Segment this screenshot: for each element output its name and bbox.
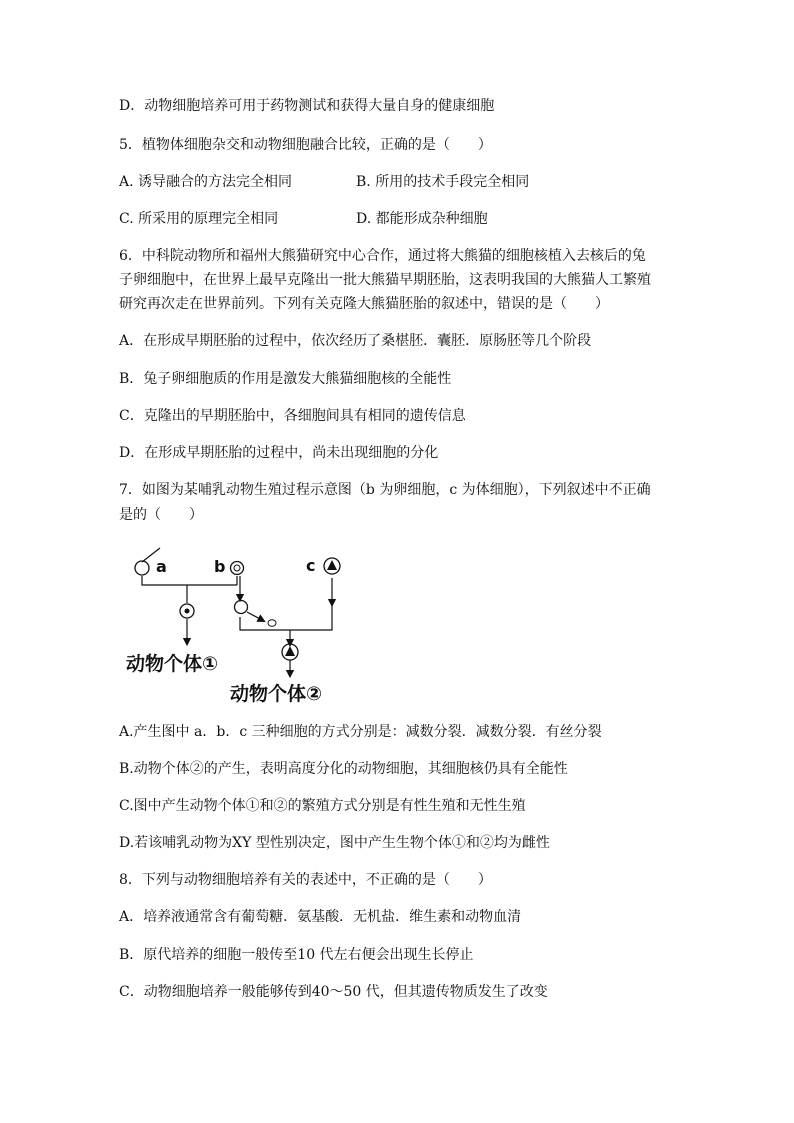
question-6-stem-line-1: 6．中科院动物所和福州大熊猫研究中心合作，通过将大熊猫的细胞核植入去核后的兔 <box>119 248 646 264</box>
q5-option-c: C. 所采用的原理完全相同 <box>119 211 279 227</box>
q6-option-d: D．在形成早期胚胎的过程中，尚未出现细胞的分化 <box>119 445 439 461</box>
q5-option-a: A. 诱导融合的方法完全相同 <box>119 174 293 190</box>
label-b: b <box>214 557 226 576</box>
label-c: c <box>306 556 316 575</box>
reproduction-diagram <box>120 540 360 710</box>
enucleated-egg <box>235 601 248 614</box>
question-7-stem-line-2: 是的（ ） <box>119 507 203 523</box>
individual-2-label: 动物个体② <box>230 683 323 705</box>
q8-option-c: C．动物细胞培养一般能够传到40～50 代，但其遗传物质发生了改变 <box>119 984 548 1000</box>
individual-1-label: 动物个体① <box>126 653 219 675</box>
cell-a <box>135 561 149 575</box>
q7-option-c: C.图中产生动物个体①和②的繁殖方式分别是有性生殖和无性生殖 <box>119 798 526 814</box>
q6-option-b: B．兔子卵细胞质的作用是激发大熊猫细胞核的全能性 <box>119 371 452 387</box>
q6-option-c: C．克隆出的早期胚胎中，各细胞间具有相同的遗传信息 <box>119 408 466 424</box>
q6-option-a: A．在形成早期胚胎的过程中，依次经历了桑椹胚．囊胚．原肠胚等几个阶段 <box>119 333 592 349</box>
cell-b <box>231 562 244 575</box>
label-a: a <box>156 557 167 576</box>
question-6-stem-line-3: 研究再次走在世界前列。下列有关克隆大熊猫胚胎的叙述中，错误的是（ ） <box>119 296 609 312</box>
q8-option-b: B．原代培养的细胞一般传至10 代左右便会出现生长停止 <box>119 947 474 963</box>
q5-option-b: B. 所用的技术手段完全相同 <box>356 174 530 190</box>
q7-option-a: A.产生图中 a．b．c 三种细胞的方式分别是：减数分裂．减数分裂．有丝分裂 <box>119 724 602 740</box>
question-line: D．动物细胞培养可用于药物测试和获得大量自身的健康细胞 <box>119 98 495 114</box>
q8-option-a: A．培养液通常含有葡萄糖．氨基酸．无机盐．维生素和动物血清 <box>119 909 522 925</box>
q7-option-b: B.动物个体②的产生，表明高度分化的动物细胞，其细胞核仍具有全能性 <box>119 761 568 777</box>
q5-option-d: D. 都能形成杂种细胞 <box>356 211 488 227</box>
question-8-stem: 8．下列与动物细胞培养有关的表述中，不正确的是（ ） <box>119 872 492 888</box>
q7-option-d: D.若该哺乳动物为XY 型性别决定，图中产生生物个体①和②均为雌性 <box>119 835 550 851</box>
question-7-stem-line-1: 7．如图为某哺乳动物生殖过程示意图（b 为卵细胞，c 为体细胞），下列叙述中不正确 <box>119 482 651 498</box>
question-6-stem-line-2: 子卵细胞中，在世界上最早克隆出一批大熊猫早期胚胎，这表明我国的大熊猫人工繁殖 <box>119 272 651 288</box>
question-5-stem: 5．植物体细胞杂交和动物细胞融合比较，正确的是（ ） <box>119 137 492 153</box>
